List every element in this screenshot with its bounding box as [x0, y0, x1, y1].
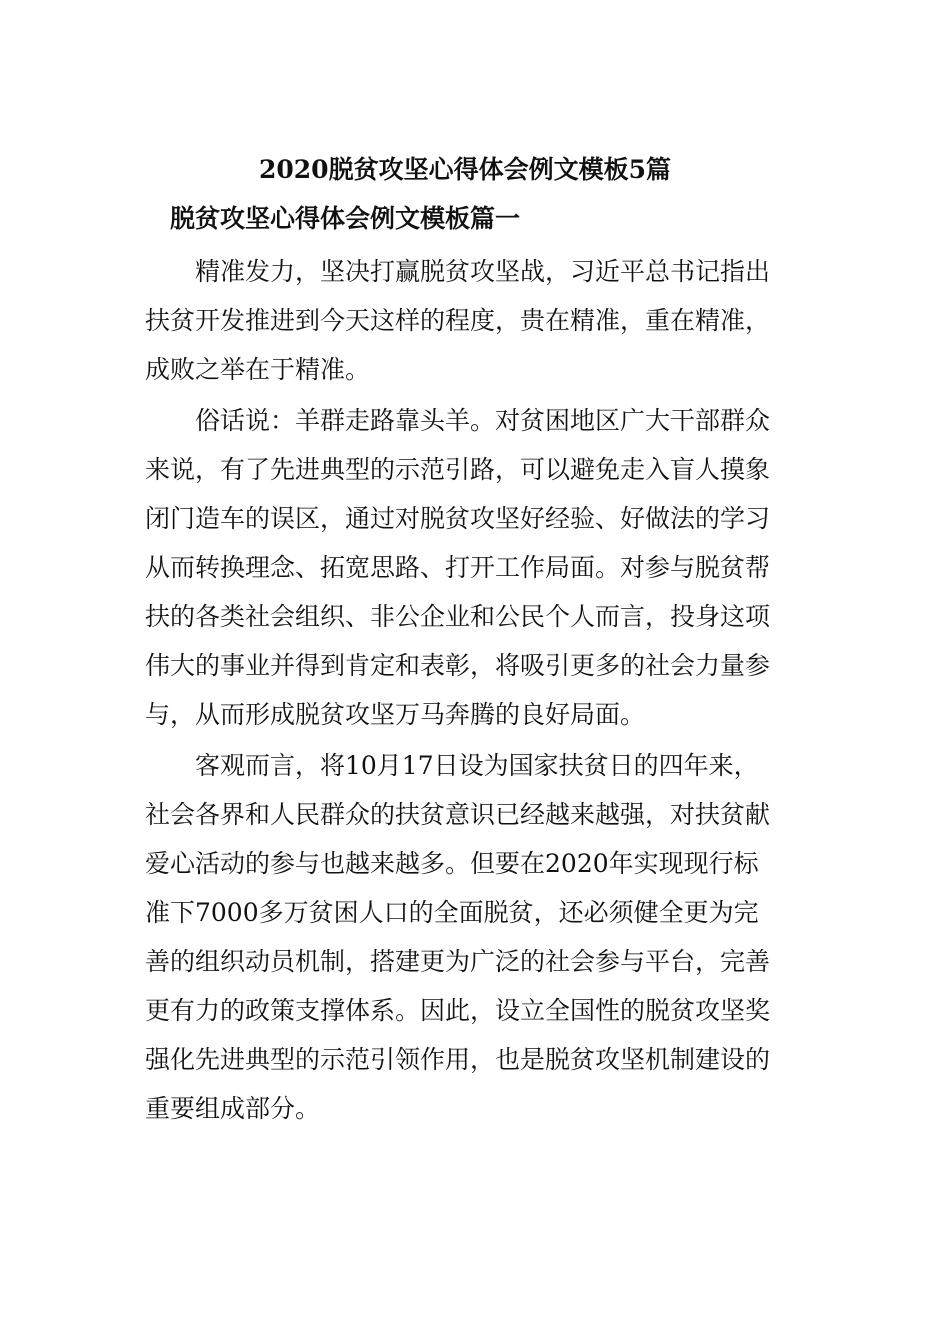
paragraph-2-line: 伟大的事业并得到肯定和表彰，将吸引更多的社会力量参: [145, 651, 771, 680]
paragraph-1-line: 扶贫开发推进到今天这样的程度，贵在精准，重在精准，: [145, 306, 771, 335]
paragraph-2-line: 俗话说：羊群走路靠头羊。对贫困地区广大干部群众: [195, 406, 771, 435]
paragraph-2-line: 与，从而形成脱贫攻坚万马奔腾的良好局面。: [145, 700, 646, 729]
paragraph-3-line: 善的组织动员机制，搭建更为广泛的社会参与平台，完善: [145, 947, 771, 976]
paragraph-3-line: 客观而言，将10月17日设为国家扶贫日的四年来，: [195, 751, 759, 780]
paragraph-1-line: 精准发力，坚决打赢脱贫攻坚战，习近平总书记指出: [195, 257, 771, 286]
paragraph-3-line: 强化先进典型的示范引领作用，也是脱贫攻坚机制建设的: [145, 1045, 771, 1074]
paragraph-3-line: 爱心活动的参与也越来越多。但要在2020年实现现行标: [145, 849, 759, 878]
paragraph-3-line: 社会各界和人民群众的扶贫意识已经越来越强，对扶贫献: [145, 800, 771, 829]
paragraph-2-line: 扶的各类社会组织、非公企业和公民个人而言，投身这项: [145, 602, 771, 631]
document-title: 2020脱贫攻坚心得体会例文模板5篇: [259, 155, 671, 184]
paragraph-2-line: 闭门造车的误区，通过对脱贫攻坚好经验、好做法的学习: [145, 504, 771, 533]
paragraph-2-line: 来说，有了先进典型的示范引路，可以避免走入盲人摸象: [145, 455, 771, 484]
paragraph-3-line: 准下7000多万贫困人口的全面脱贫，还必须健全更为完: [145, 898, 759, 927]
paragraph-3-line: 更有力的政策支撑体系。因此，设立全国性的脱贫攻坚奖: [145, 996, 771, 1025]
paragraph-1-line: 成败之举在于精准。: [145, 355, 371, 384]
paragraph-2-line: 从而转换理念、拓宽思路、打开工作局面。对参与脱贫帮: [145, 553, 771, 582]
section-heading: 脱贫攻坚心得体会例文模板篇一: [170, 204, 521, 233]
paragraph-3-line: 重要组成部分。: [145, 1094, 321, 1123]
